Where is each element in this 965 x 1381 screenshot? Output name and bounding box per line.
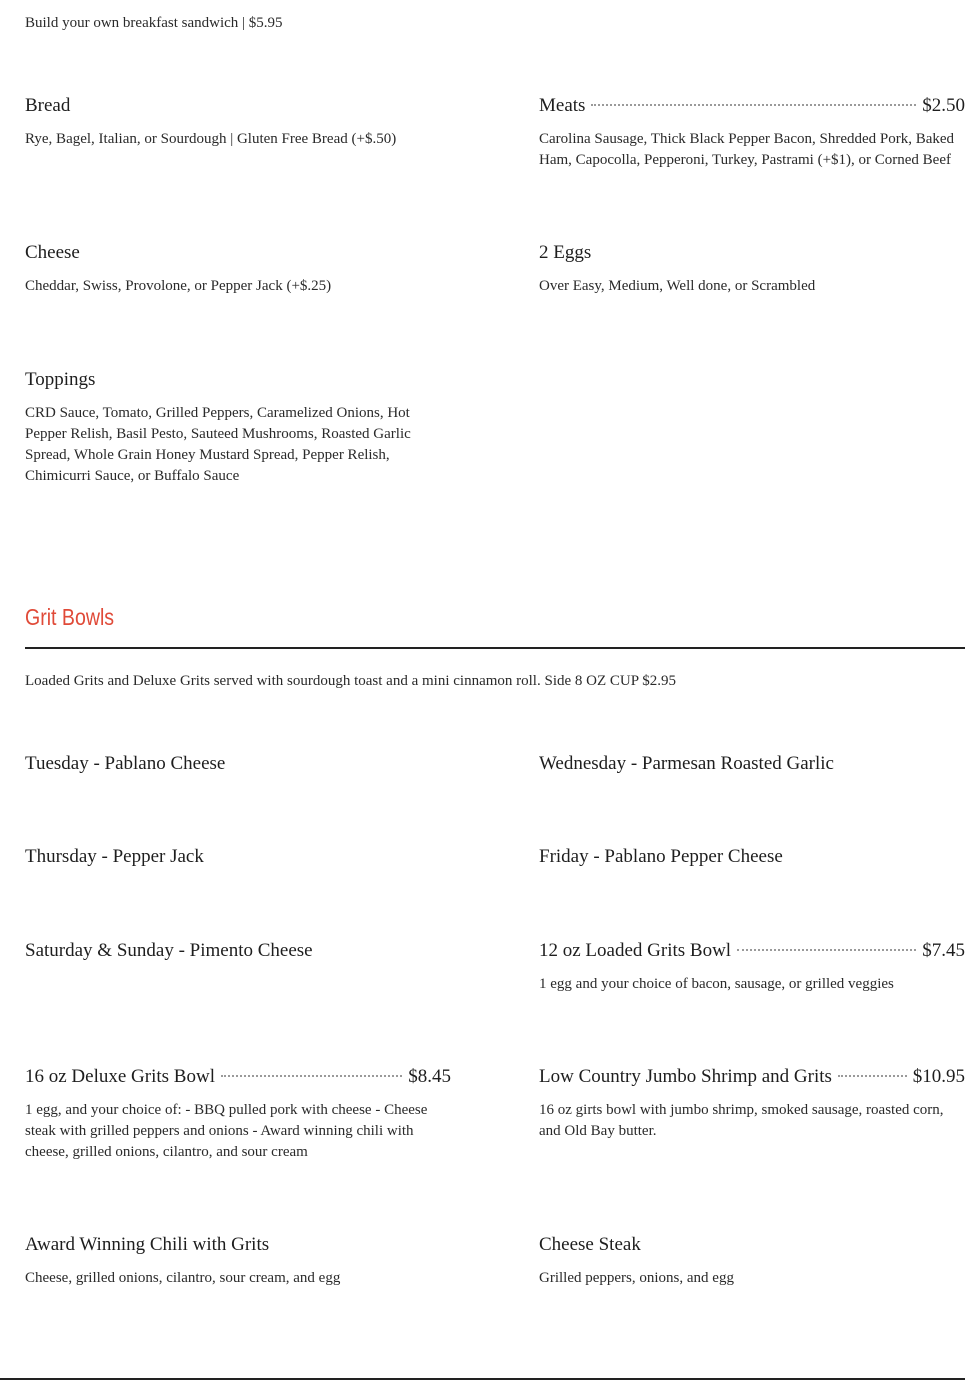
dot-leader [838,1075,907,1077]
menu-item-deluxe-grits [25,1065,451,1163]
item-desc: Cheddar, Swiss, Provolone, or Pepper Jack (+$.25) [25,278,332,294]
menu-item-meats [539,94,965,171]
item-price: $10.95 [912,1066,965,1087]
item-desc: Over Easy, Medium, Well done, or Scrambled [539,278,816,294]
grit-bowls-intro: Loaded Grits and Deluxe Grits served with sourdough toast and a mini cinnamon roll. Side 8 OZ CUP $2.95 [25,673,677,689]
menu-item-cheese-steak [539,1233,965,1289]
sandwich-intro: Build your own breakfast sandwich | $5.95 [25,15,283,31]
item-name: Thursday - Pepper Jack [25,846,204,867]
section-divider [25,647,965,649]
menu-item-tuesday [25,752,451,776]
item-desc: Cheese, grilled onions, cilantro, sour cream, and egg [25,1270,341,1286]
item-desc: CRD Sauce, Tomato, Grilled Peppers, Caramelized Onions, Hot Pepper Relish, Basil Pesto, Sauteed Mushrooms, Roasted Garlic Spread, Whole Grain Honey Mustard Spread, Pepper Relish, Chimicurri Sauce, or Buffalo Sauce [25,405,411,484]
dot-leader [591,104,916,106]
item-name: 12 oz Loaded Grits Bowl [539,940,732,961]
menu-item-cheese [25,241,451,297]
item-name: Cheese Steak [539,1234,641,1255]
item-name: Tuesday - Pablano Cheese [25,753,226,774]
menu-item-wednesday [539,752,965,776]
menu-item-bread [25,94,451,150]
item-name: Award Winning Chili with Grits [25,1234,270,1255]
item-desc: 1 egg and your choice of bacon, sausage, or grilled veggies [539,976,894,992]
menu-item-shrimp-grits [539,1065,965,1142]
item-desc: Grilled peppers, onions, and egg [539,1270,734,1286]
item-name: Toppings [25,369,96,390]
menu-item-loaded-grits [539,939,965,995]
item-name: Friday - Pablano Pepper Cheese [539,846,783,867]
item-desc: Rye, Bagel, Italian, or Sourdough | Gluten Free Bread (+$.50) [25,131,397,147]
item-name: Wednesday - Parmesan Roasted Garlic [539,753,834,774]
dot-leader [737,949,916,951]
item-name: Bread [25,95,71,116]
menu-item-weekend [25,939,451,963]
menu-item-toppings [25,368,425,487]
item-price: $2.50 [922,95,965,116]
item-price: $7.45 [922,940,965,961]
menu-item-eggs [539,241,965,297]
item-name: Low Country Jumbo Shrimp and Grits [539,1066,832,1087]
section-title-grit-bowls: Grit Bowls [25,604,115,630]
item-name: 16 oz Deluxe Grits Bowl [25,1066,215,1087]
menu-item-friday [539,845,965,869]
item-name: 2 Eggs [539,242,592,263]
item-desc: 1 egg, and your choice of: - BBQ pulled pork with cheese - Cheese steak with grilled peppers and onions - Award winning chili with cheese, grilled onions, cilantro, and sour cream [25,1102,428,1160]
item-name: Saturday & Sunday - Pimento Cheese [25,940,313,961]
item-name: Cheese [25,242,80,263]
item-desc: 16 oz girts bowl with jumbo shrimp, smoked sausage, roasted corn, and Old Bay butter. [539,1102,944,1139]
item-name: Meats [539,95,586,116]
bottom-divider [0,1378,965,1380]
dot-leader [221,1075,402,1077]
menu-item-thursday [25,845,451,869]
menu-item-chili-grits [25,1233,451,1289]
item-desc: Carolina Sausage, Thick Black Pepper Bacon, Shredded Pork, Baked Ham, Capocolla, Pepperoni, Turkey, Pastrami (+$1), or Corned Beef [539,131,955,168]
item-price: $8.45 [408,1066,451,1087]
